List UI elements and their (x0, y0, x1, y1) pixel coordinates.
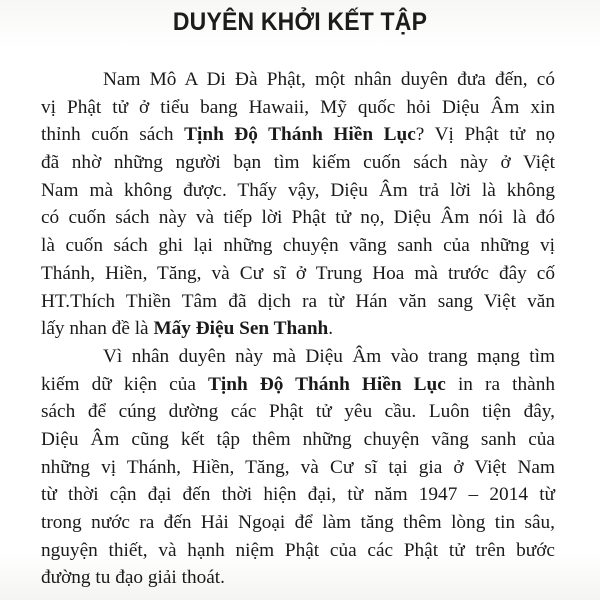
text-segment: in ra thành (445, 373, 555, 395)
text-segment: lấy nhan đề là (41, 318, 154, 340)
text-segment: nguyện thiết, và hạnh niệm Phật của các Phật tử trên bước (41, 539, 555, 561)
page-title: DUYÊN KHỞI KẾT TẬP (172, 8, 428, 36)
text-line (41, 481, 555, 509)
text-segment: Nam mà không được. Thấy vậy, Diệu Âm trả lời là không (41, 179, 555, 201)
text-segment: Vì nhân duyên này mà Diệu Âm vào trang mạng tìm (103, 345, 555, 367)
text-segment: sách để cúng dường các Phật tử yêu cầu. Luôn tiện đây, (41, 401, 555, 423)
text-line (41, 371, 555, 399)
text-line (41, 232, 555, 260)
text-line (41, 454, 555, 482)
text-segment: vị Phật tử ở tiểu bang Hawaii, Mỹ quốc hỏi Diệu Âm xin (41, 96, 555, 118)
text-line (41, 564, 555, 592)
text-segment: những vị Thánh, Hiền, Tăng, và Cư sĩ tại gia ở Việt Nam (41, 456, 555, 478)
text-segment: trong nước ra đến Hải Ngoại để làm tăng thêm lòng tin sâu, (41, 512, 555, 533)
body-text (41, 66, 555, 592)
text-segment: Nam Mô A Di Đà Phật, một nhân duyên đưa đến, có (103, 69, 555, 90)
text-line (41, 149, 555, 177)
paragraph (41, 343, 555, 592)
text-line (41, 537, 555, 565)
text-segment: đường tu đạo giải thoát. (41, 567, 225, 589)
book-title-emphasis: Tịnh Độ Thánh Hiền Lục (184, 124, 416, 146)
text-line (41, 177, 555, 205)
text-line (41, 343, 555, 371)
text-segment: ? Vị Phật tử nọ (415, 124, 555, 146)
text-line (41, 260, 555, 288)
book-title-emphasis: Mấy Điệu Sen Thanh (153, 318, 329, 340)
text-segment: kiếm dữ kiện của (41, 373, 209, 395)
text-line (41, 204, 555, 232)
text-segment: đã nhờ những người bạn tìm kiếm cuốn sách này ở Việt (41, 152, 555, 174)
text-line (41, 426, 555, 454)
text-line (41, 398, 555, 426)
text-segment: là cuốn sách ghi lại những chuyện vãng sanh của những vị (41, 235, 555, 257)
text-segment: HT.Thích Thiền Tâm đã dịch ra từ Hán văn sang Việt văn (41, 290, 555, 312)
text-segment: thỉnh cuốn sách (41, 124, 185, 146)
text-segment: Diệu Âm cũng kết tập thêm những chuyện vãng sanh của (41, 428, 555, 450)
text-line (41, 315, 555, 343)
text-line (41, 121, 555, 149)
text-line (41, 94, 555, 122)
text-segment: Thánh, Hiền, Tăng, và Cư sĩ ở Trung Hoa mà trước đây cố (41, 262, 555, 284)
text-segment: . (328, 318, 334, 340)
book-title-emphasis: Tịnh Độ Thánh Hiền Lục (208, 373, 446, 395)
text-segment: có cuốn sách này và tiếp lời Phật tử nọ, Diệu Âm nói là đó (41, 207, 555, 229)
paragraph (41, 66, 555, 343)
text-line (41, 509, 555, 537)
text-line (41, 66, 555, 94)
text-segment: từ thời cận đại đến thời hiện đại, từ năm 1947 – 2014 từ (41, 484, 555, 506)
text-line (41, 288, 555, 316)
